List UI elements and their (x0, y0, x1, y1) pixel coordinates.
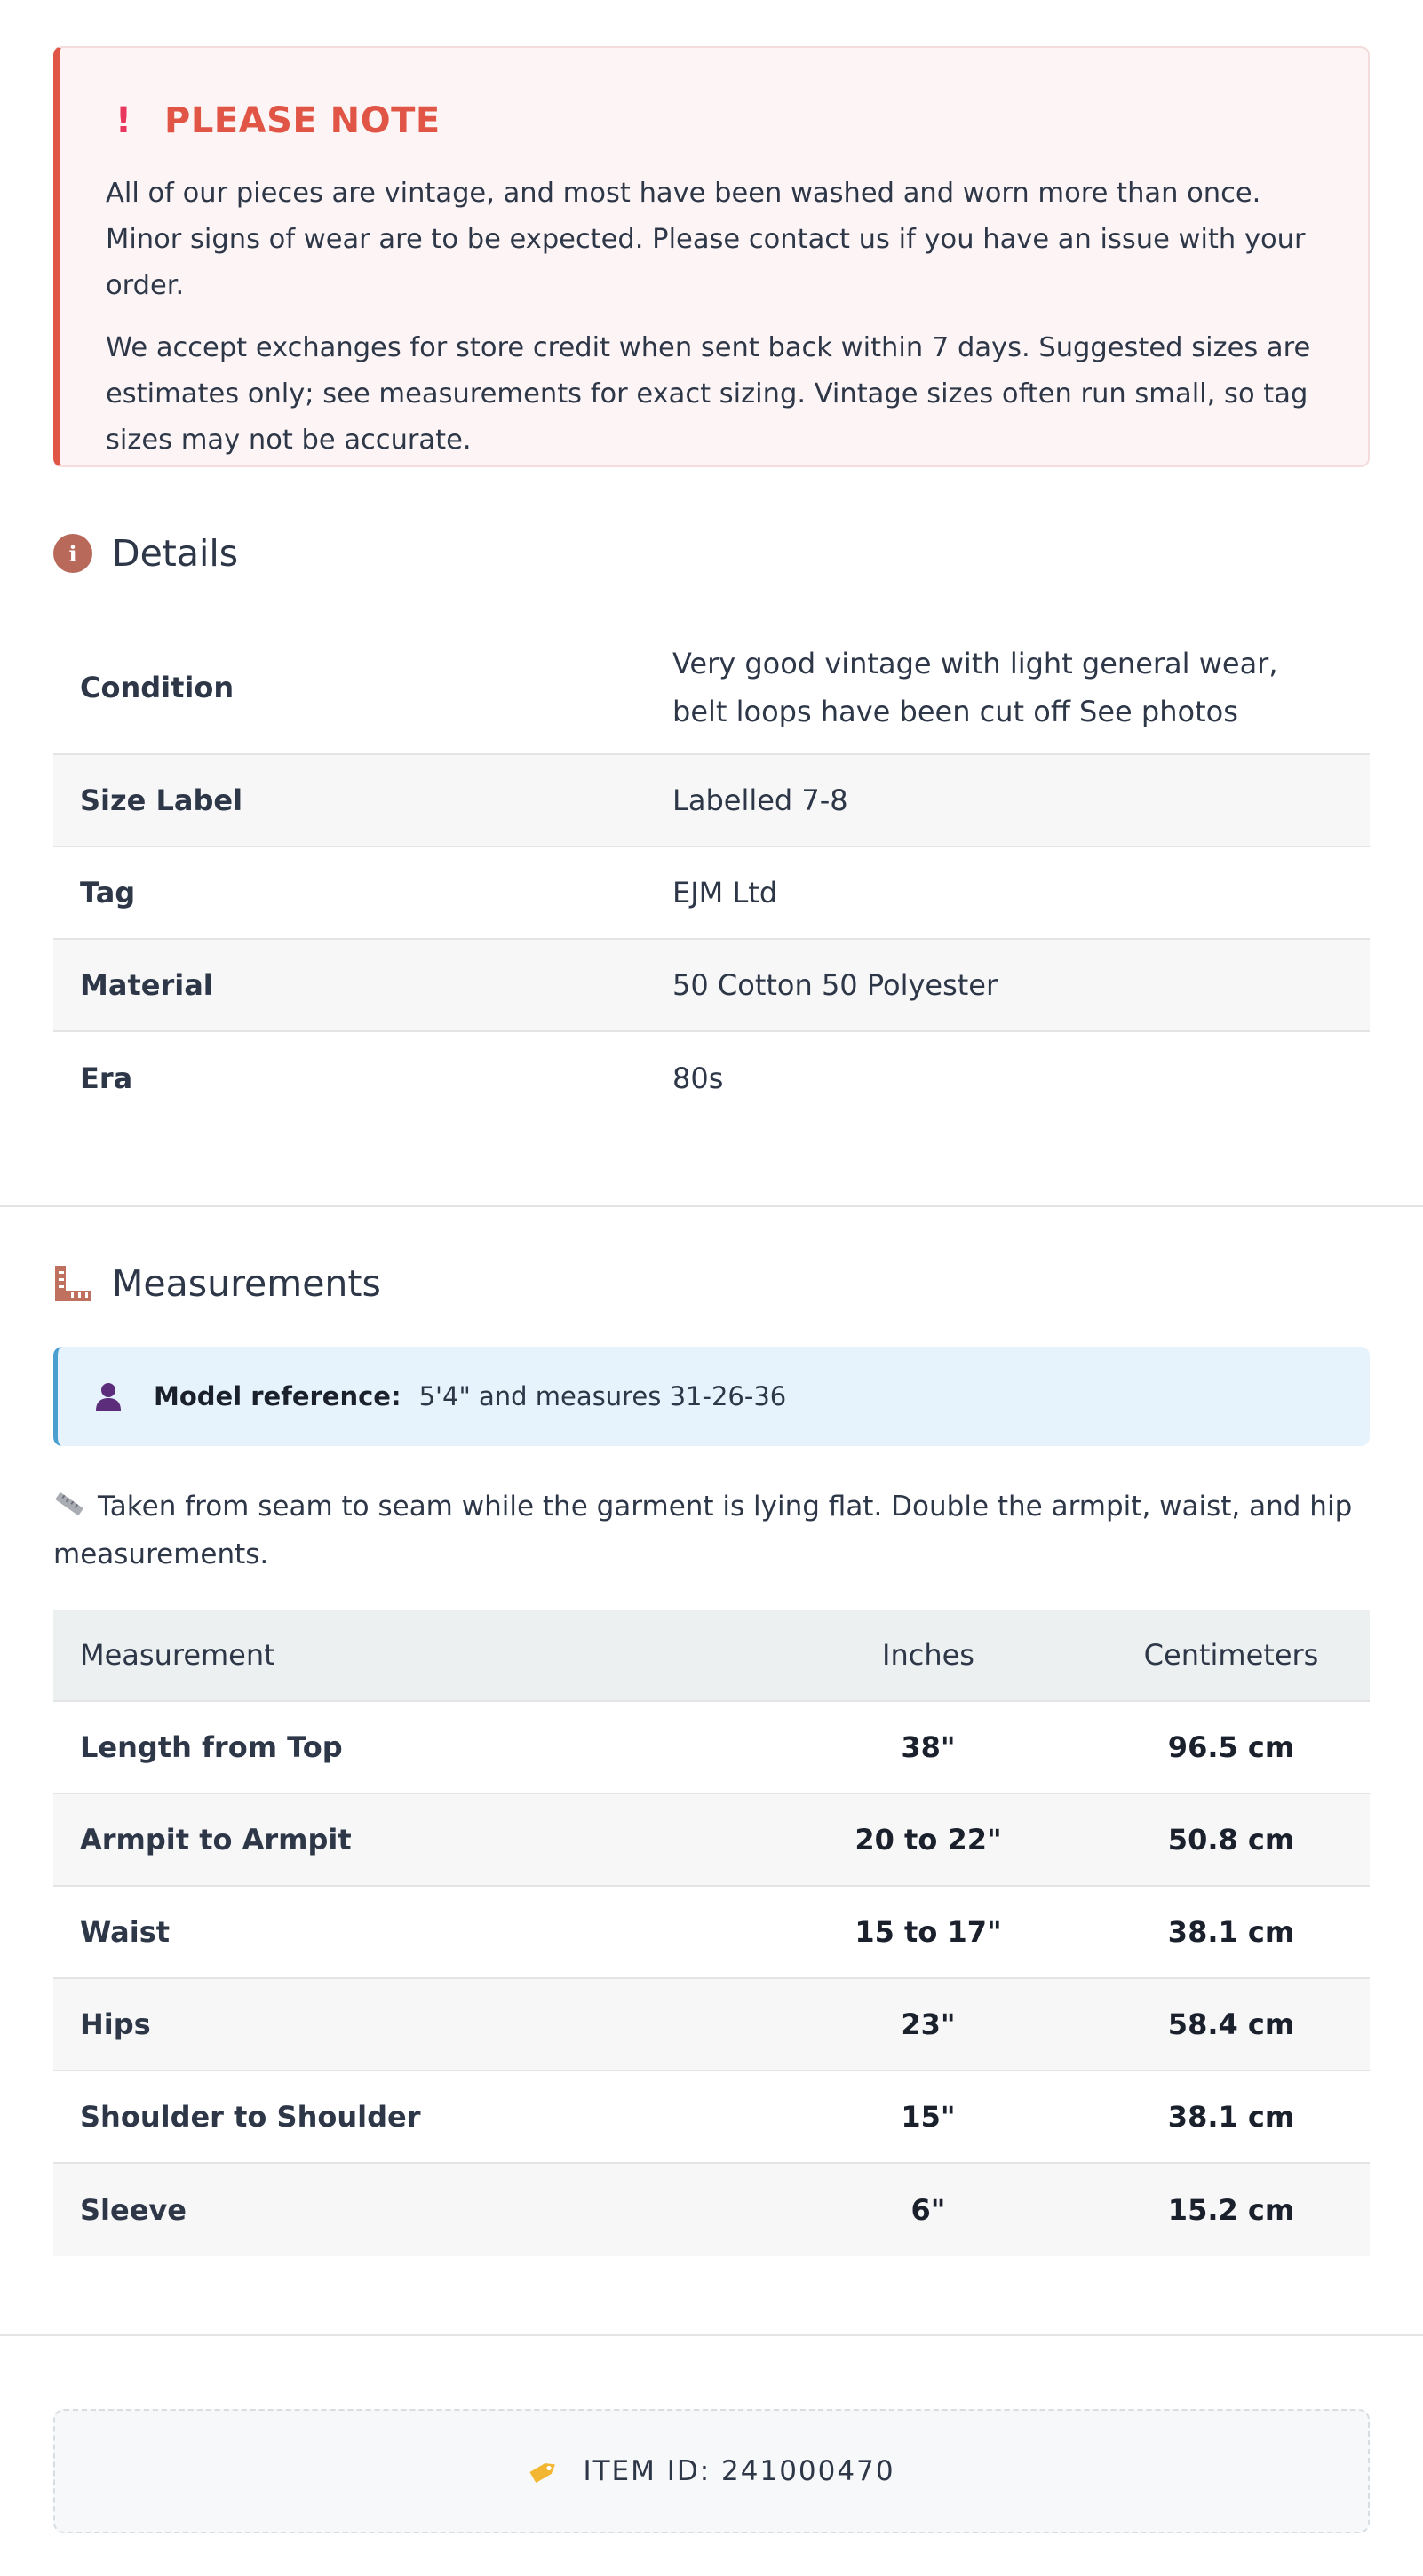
details-heading (53, 531, 238, 576)
measurement-cm: 15.2 cm (1167, 2193, 1295, 2227)
measurement-inches: 6" (910, 2193, 946, 2227)
measurement-name: Waist (80, 1915, 171, 1949)
measurement-cm: 38.1 cm (1167, 1915, 1295, 1949)
model-reference-value: 5'4" and measures 31-26-36 (418, 1381, 787, 1411)
details-row-era (53, 1032, 1370, 1125)
details-table (53, 622, 1370, 1125)
section-divider (0, 2334, 1423, 2336)
measurement-name: Sleeve (80, 2193, 187, 2227)
measurement-name: Hips (80, 2008, 151, 2041)
measurement-note-text: Taken from seam to seam while the garment is lying flat. Double the armpit, waist, and hip measurements. (53, 1491, 1353, 1570)
header-measurement: Measurement (80, 1638, 275, 1672)
details-value: EJM Ltd (672, 876, 778, 910)
table-row (53, 1887, 1370, 1979)
details-label: Material (80, 968, 213, 1002)
details-label: Size Label (80, 783, 243, 817)
note-header (106, 94, 1324, 147)
measurements-table (53, 1610, 1370, 2256)
details-value: Labelled 7-8 (672, 783, 848, 817)
table-row (53, 1794, 1370, 1887)
details-label: Era (80, 1061, 133, 1095)
note-paragraph-exchanges: We accept exchanges for store credit when sent back within 7 days. Suggested sizes are estimates only; see measurements for exact sizing. Vintage sizes often run small, so tag sizes may not be accurate. (106, 332, 1311, 456)
details-title: Details (112, 532, 239, 575)
item-id-box (53, 2409, 1370, 2533)
measurement-cm: 96.5 cm (1167, 1730, 1295, 1764)
info-icon: i (53, 534, 92, 573)
note-title: PLEASE NOTE (164, 100, 441, 141)
note-paragraph-wear: All of our pieces are vintage, and most have been washed and worn more than once. Minor signs of wear are to be expected. Please contact us if you have an issue with your order. (106, 178, 1306, 301)
table-row (53, 1979, 1370, 2071)
details-row-condition (53, 622, 1370, 755)
measurements-header-row (53, 1610, 1370, 1702)
details-row-tag (53, 847, 1370, 940)
table-row (53, 2164, 1370, 2256)
measurement-inches: 38" (901, 1730, 956, 1764)
measurements-title: Measurements (112, 1262, 381, 1305)
measurement-name: Armpit to Armpit (80, 1823, 352, 1856)
please-note-box (53, 46, 1370, 467)
exclamation-icon: ! (115, 100, 132, 141)
measurement-inches: 23" (901, 2008, 956, 2041)
measurement-cm: 58.4 cm (1167, 2008, 1295, 2041)
table-row (53, 1702, 1370, 1794)
ruler-icon (53, 1264, 92, 1303)
header-centimeters: Centimeters (1143, 1638, 1319, 1672)
section-divider (0, 1205, 1423, 1207)
measurement-cm: 50.8 cm (1167, 1823, 1295, 1856)
person-icon (93, 1381, 123, 1411)
details-row-size-label (53, 755, 1370, 847)
details-label: Condition (80, 671, 235, 704)
tag-icon (528, 2457, 560, 2485)
details-value: Very good vintage with light general wear, belt loops have been cut off See photos (672, 647, 1278, 728)
measurement-inches: 20 to 22" (855, 1823, 1002, 1856)
details-value: 50 Cotton 50 Polyester (672, 968, 998, 1002)
details-row-material (53, 940, 1370, 1032)
measurement-name: Shoulder to Shoulder (80, 2100, 421, 2134)
measurement-inches: 15 to 17" (855, 1915, 1002, 1949)
item-id-text: ITEM ID: 241000470 (583, 2455, 895, 2487)
measurement-cm: 38.1 cm (1167, 2100, 1295, 2134)
measurement-name: Length from Top (80, 1730, 343, 1764)
measurement-note (53, 1483, 1370, 1578)
measurement-inches: 15" (901, 2100, 956, 2134)
details-label: Tag (80, 876, 136, 910)
straight-ruler-icon (53, 1485, 85, 1531)
details-value: 80s (672, 1061, 724, 1095)
header-inches: Inches (882, 1638, 974, 1672)
measurements-heading (53, 1261, 381, 1306)
model-reference-label: Model reference: (154, 1381, 401, 1411)
table-row (53, 2071, 1370, 2164)
model-reference-box (53, 1347, 1370, 1446)
